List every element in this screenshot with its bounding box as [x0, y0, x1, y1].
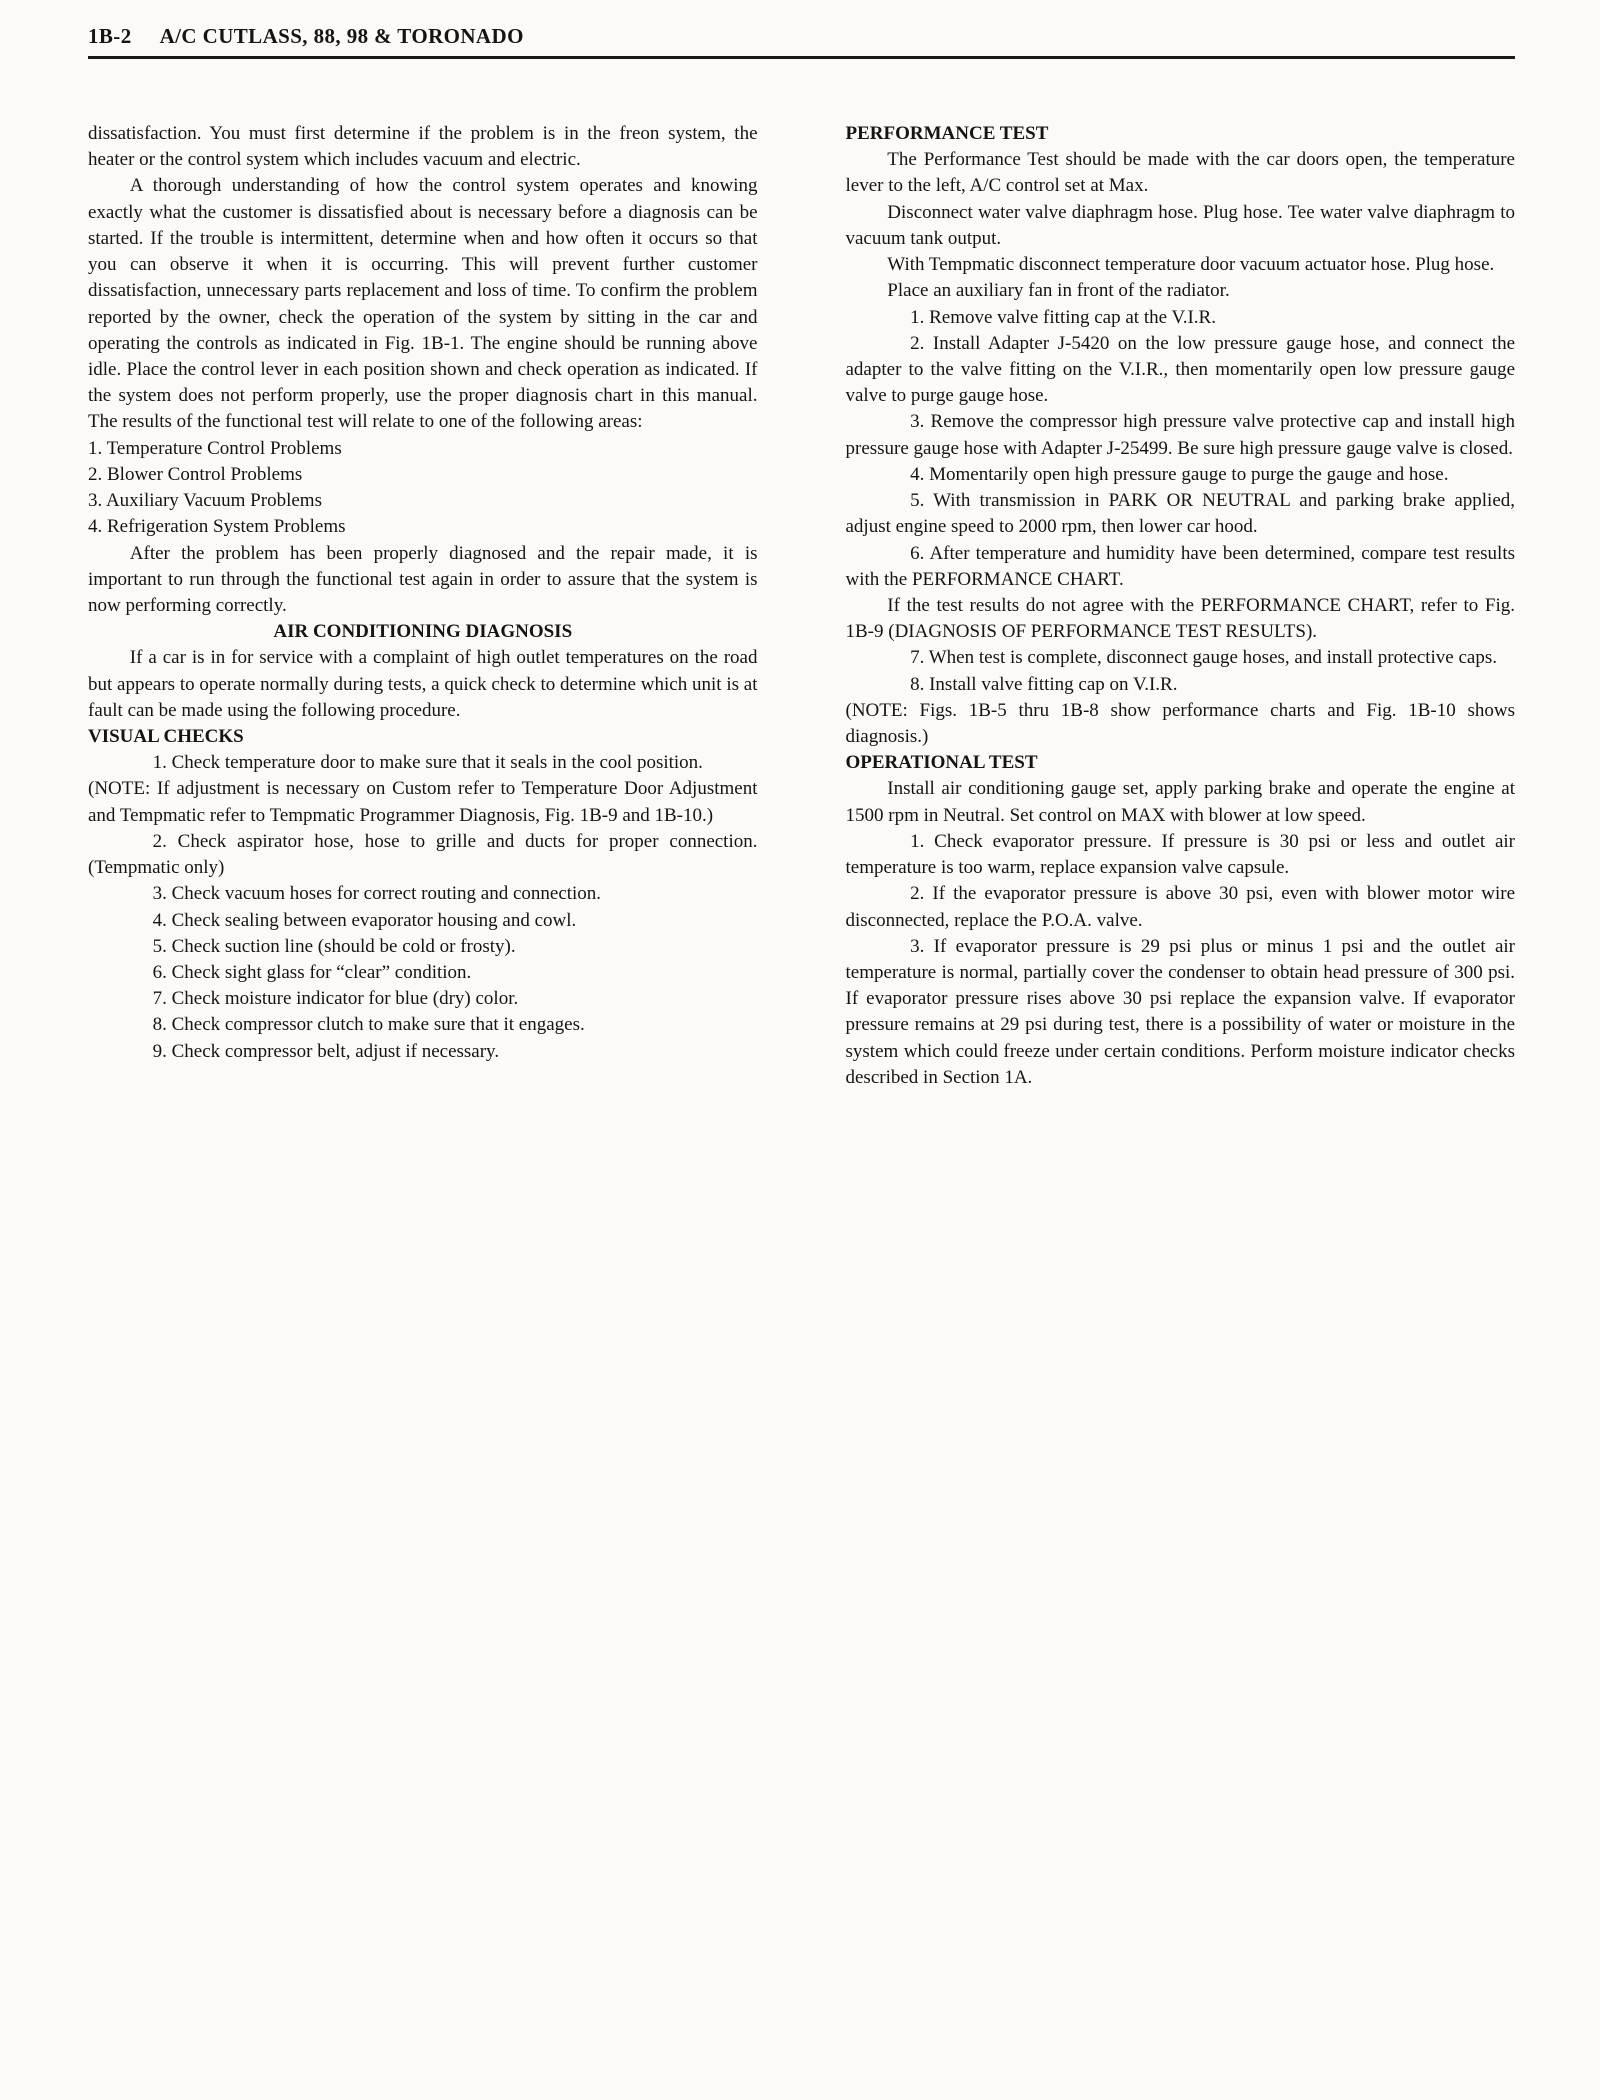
step-item: 7. When test is complete, disconnect gauge hoses, and install protective caps.: [910, 647, 1497, 669]
list-item: 4. Refrigeration System Problems: [88, 516, 346, 538]
note-paragraph: (NOTE: Figs. 1B-5 thru 1B-8 show performance charts and Fig. 1B-10 shows diagnosis.): [845, 699, 1515, 748]
section-heading-visual-checks: VISUAL CHECKS: [88, 726, 244, 748]
header-rule: [88, 56, 1515, 59]
step-item: 5. With transmission in PARK OR NEUTRAL and parking brake applied, adjust engine speed to 2000 rpm, then lower car hood.: [845, 490, 1515, 538]
content-columns: [88, 121, 1515, 1091]
step-item: 2. Install Adapter J-5420 on the low pressure gauge hose, and connect the adapter to the valve fitting on the V.I.R., then momentarily open low pressure gauge valve to purge gauge hose.: [845, 332, 1515, 407]
step-item: 1. Remove valve fitting cap at the V.I.R.: [910, 306, 1216, 328]
page-title: A/C CUTLASS, 88, 98 & TORONADO: [159, 24, 524, 48]
paragraph: If the test results do not agree with the PERFORMANCE CHART, refer to Fig. 1B-9 (DIAGNOSIS OF PERFORMANCE TEST RESULTS).: [845, 594, 1515, 643]
page-header: [88, 24, 1515, 49]
step-item: 5. Check suction line (should be cold or frosty).: [152, 935, 516, 957]
step-item: 7. Check moisture indicator for blue (dry) color.: [152, 988, 519, 1010]
paragraph: With Tempmatic disconnect temperature door vacuum actuator hose. Plug hose.: [887, 254, 1495, 276]
list-item: 2. Blower Control Problems: [88, 463, 303, 485]
paragraph: After the problem has been properly diagnosed and the repair made, it is important to run through the functional test again in order to assure that the system is now performing correctly.: [88, 542, 758, 616]
section-heading-air-conditioning-diagnosis: AIR CONDITIONING DIAGNOSIS: [273, 621, 573, 643]
paragraph: The Performance Test should be made with the car doors open, the temperature lever to the left, A/C control set at Max.: [845, 149, 1515, 197]
list-item: 1. Temperature Control Problems: [88, 437, 342, 459]
step-item: 3. If evaporator pressure is 29 psi plus or minus 1 psi and the outlet air temperature is normal, partially cover the condenser to obtain head pressure of 300 psi. If evaporator pressure rises above 30 psi replace the expansion valve. If evaporator pressure remains at 29 psi during test, there is a possibility of water or moisture in the system which could freeze under certain conditions. Perform moisture indicator checks described in Section 1A.: [845, 935, 1515, 1088]
paragraph: Install air conditioning gauge set, apply parking brake and operate the engine at 1500 rpm in Neutral. Set control on MAX with blower at low speed.: [845, 778, 1515, 826]
paragraph: Disconnect water valve diaphragm hose. Plug hose. Tee water valve diaphragm to vacuum tank output.: [845, 201, 1515, 249]
note-paragraph: (NOTE: If adjustment is necessary on Custom refer to Temperature Door Adjustment and Tempmatic refer to Tempmatic Programmer Diagnosis, Fig. 1B-9 and 1B-10.): [88, 778, 758, 826]
step-item: 1. Check evaporator pressure. If pressure is 30 psi or less and outlet air temperature is too warm, replace expansion valve capsule.: [845, 830, 1515, 879]
step-item: 2. If the evaporator pressure is above 30 psi, even with blower motor wire disconnected, replace the P.O.A. valve.: [845, 883, 1515, 931]
right-column: [846, 121, 1516, 1091]
paragraph: A thorough understanding of how the control system operates and knowing exactly what the customer is dissatisfied about is necessary before a diagnosis can be started. If the trouble is intermittent, determine when and how often it occurs so that you can observe it when it is occurring. This will prevent further customer dissatisfaction, unnecessary parts replacement and loss of time. To confirm the problem reported by the owner, check the operation of the system by sitting in the car and operating the controls as indicated in Fig. 1B-1. The engine should be running above idle. Place the control lever in each position shown and check operation as indicated. If the system does not perform properly, use the proper diagnosis chart in this manual. The results of the functional test will relate to one of the following areas:: [88, 175, 758, 433]
paragraph: If a car is in for service with a complaint of high outlet temperatures on the road but appears to operate normally during tests, a quick check to determine which unit is at fault can be made using the following procedure.: [88, 647, 758, 721]
step-item: 4. Momentarily open high pressure gauge to purge the gauge and hose.: [910, 463, 1449, 485]
step-item: 1. Check temperature door to make sure that it seals in the cool position.: [152, 752, 703, 774]
paragraph-continuation: dissatisfaction. You must first determine if the problem is in the freon system, the heater or the control system which includes vacuum and electric.: [88, 123, 758, 171]
section-heading-operational-test: OPERATIONAL TEST: [845, 752, 1038, 774]
step-item: 6. Check sight glass for “clear” condition.: [152, 962, 472, 983]
step-item: 3. Remove the compressor high pressure valve protective cap and install high pressure gauge hose with Adapter J-25499. Be sure high pressure gauge valve is closed.: [845, 411, 1515, 459]
step-item: 9. Check compressor belt, adjust if necessary.: [152, 1040, 500, 1062]
list-item: 3. Auxiliary Vacuum Problems: [88, 490, 322, 512]
left-column: [88, 121, 758, 1091]
paragraph: Place an auxiliary fan in front of the radiator.: [887, 280, 1230, 302]
step-item: 4. Check sealing between evaporator housing and cowl.: [152, 909, 577, 931]
step-item: 8. Check compressor clutch to make sure that it engages.: [152, 1014, 585, 1036]
step-item: 8. Install valve fitting cap on V.I.R.: [910, 673, 1178, 695]
step-item: 6. After temperature and humidity have been determined, compare test results with the PERFORMANCE CHART.: [845, 542, 1515, 590]
page-number: 1B-2: [88, 24, 132, 48]
section-heading-performance-test: PERFORMANCE TEST: [845, 123, 1049, 144]
step-item: 3. Check vacuum hoses for correct routing and connection.: [152, 883, 602, 905]
step-item: 2. Check aspirator hose, hose to grille and ducts for proper connection. (Tempmatic only): [88, 830, 758, 879]
